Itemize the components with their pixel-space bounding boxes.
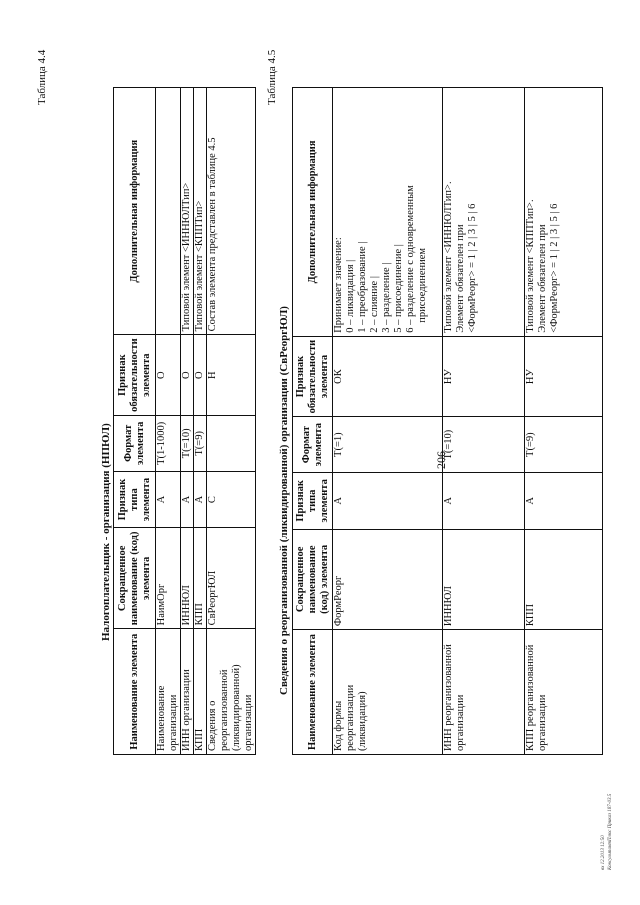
table-header-row bbox=[114, 88, 156, 755]
footer-line: вх 12.2013 12:50 bbox=[601, 835, 606, 870]
header-cell: Признак обязательности элемента bbox=[293, 336, 333, 417]
cell-req: ОК bbox=[333, 336, 443, 417]
table-4-4-title: Налогоплательщик - организация (НПЮЛ) bbox=[100, 423, 112, 641]
cell-type: А bbox=[181, 471, 194, 528]
info-line: 1 – преобразование | bbox=[357, 241, 368, 333]
cell-info bbox=[333, 88, 443, 337]
info-line: Типовой элемент <ИННЮЛТип>. bbox=[443, 181, 454, 333]
table-row bbox=[181, 88, 194, 755]
page-number: 206 bbox=[434, 451, 448, 469]
header-cell: Сокращенное наименование (код) элемента bbox=[293, 529, 333, 630]
info-line: 3 – разделение | bbox=[381, 262, 392, 333]
cell-type: А bbox=[156, 471, 181, 528]
cell-req: НУ bbox=[525, 336, 603, 417]
cell-code: СвРеоргЮЛ bbox=[207, 528, 256, 629]
cell-format: T(1-1000) bbox=[156, 415, 181, 471]
cell-format: T(=9) bbox=[194, 415, 207, 471]
table-row bbox=[333, 88, 443, 755]
cell-name: Сведения о реорганизованной (ликвидированной) организации bbox=[207, 629, 256, 755]
header-cell: Признак обязательности элемента bbox=[114, 335, 156, 416]
cell-format: T(=10) bbox=[443, 417, 525, 473]
footer-line: КонсультантПлюс Приказ 187-03.5 bbox=[608, 793, 613, 870]
table-4-5 bbox=[292, 87, 603, 755]
cell-req: О bbox=[194, 335, 207, 416]
cell-code: НаимОрг bbox=[156, 528, 181, 629]
cell-format bbox=[207, 415, 256, 471]
info-line: <ФормРеорг> = 1 | 2 | 3 | 5 | 6 bbox=[549, 203, 560, 333]
table-4-5-label: Таблица 4.5 bbox=[266, 49, 278, 105]
cell-req: О bbox=[181, 335, 194, 416]
header-cell: Сокращенное наименование (код) элемента bbox=[114, 528, 156, 629]
table-4-4 bbox=[113, 87, 256, 755]
cell-format: T(=10) bbox=[181, 415, 194, 471]
header-cell: Дополнительная информация bbox=[293, 88, 333, 337]
info-line: 6 – разделение с одновременным bbox=[405, 185, 416, 333]
info-line: Типовой элемент <КППТип>. bbox=[525, 199, 536, 333]
cell-name: КПП bbox=[194, 629, 207, 755]
info-line: Элемент обязателен при bbox=[537, 224, 548, 333]
info-line: <ФормРеорг> = 1 | 2 | 3 | 5 | 6 bbox=[467, 203, 478, 333]
header-cell: Формат элемента bbox=[114, 415, 156, 471]
cell-req: О bbox=[156, 335, 181, 416]
table-row bbox=[525, 88, 603, 755]
header-cell: Формат элемента bbox=[293, 417, 333, 473]
cell-type: А bbox=[443, 473, 525, 530]
info-line: 2 – слияние | bbox=[369, 276, 380, 333]
table-row bbox=[443, 88, 525, 755]
cell-req: Н bbox=[207, 335, 256, 416]
cell-code: КПП bbox=[525, 529, 603, 630]
cell-info bbox=[443, 88, 525, 337]
cell-format: T(=9) bbox=[525, 417, 603, 473]
table-row bbox=[194, 88, 207, 755]
cell-type: А bbox=[333, 473, 443, 530]
table-4-4-label: Таблица 4.4 bbox=[36, 49, 48, 105]
table-row bbox=[156, 88, 181, 755]
cell-name: ИНН организации bbox=[181, 629, 194, 755]
cell-name: ИНН реорганизованной организации bbox=[443, 630, 525, 755]
cell-info: Состав элемента представлен в таблице 4.5 bbox=[207, 88, 256, 335]
cell-format: T(=1) bbox=[333, 417, 443, 473]
footer-note bbox=[600, 794, 614, 870]
cell-code: ИННЮЛ bbox=[181, 528, 194, 629]
info-line: Элемент обязателен при bbox=[455, 224, 466, 333]
info-line: Принимает значение: bbox=[333, 237, 344, 333]
info-line: 0 – ликвидация | bbox=[345, 259, 356, 333]
cell-info: Типовой элемент <КППТип> bbox=[194, 88, 207, 335]
cell-type: А bbox=[194, 471, 207, 528]
cell-info bbox=[156, 88, 181, 335]
header-cell: Признак типа элемента bbox=[114, 471, 156, 528]
table-4-5-title: Сведения о реорганизованной (ликвидированной) организации (СвРеоргЮЛ) bbox=[278, 306, 290, 695]
cell-type: А bbox=[525, 473, 603, 530]
table-row bbox=[207, 88, 256, 755]
info-line: 5 – присоединение | bbox=[393, 244, 404, 333]
header-cell: Признак типа элемента bbox=[293, 473, 333, 530]
header-cell: Наименование элемента bbox=[293, 630, 333, 755]
table-header-row bbox=[293, 88, 333, 755]
info-line: присоединением bbox=[417, 247, 428, 323]
cell-info bbox=[525, 88, 603, 337]
cell-name: КПП реорганизованной организации bbox=[525, 630, 603, 755]
cell-name: Наименование организации bbox=[156, 629, 181, 755]
cell-req: НУ bbox=[443, 336, 525, 417]
cell-type: С bbox=[207, 471, 256, 528]
cell-name: Код формы реорганизации (ликвидация) bbox=[333, 630, 443, 755]
cell-code: ИННЮЛ bbox=[443, 529, 525, 630]
header-cell: Дополнительная информация bbox=[114, 88, 156, 335]
header-cell: Наименование элемента bbox=[114, 629, 156, 755]
cell-code: ФормРеорг bbox=[333, 529, 443, 630]
cell-code: КПП bbox=[194, 528, 207, 629]
cell-info: Типовой элемент <ИННЮЛТип> bbox=[181, 88, 194, 335]
